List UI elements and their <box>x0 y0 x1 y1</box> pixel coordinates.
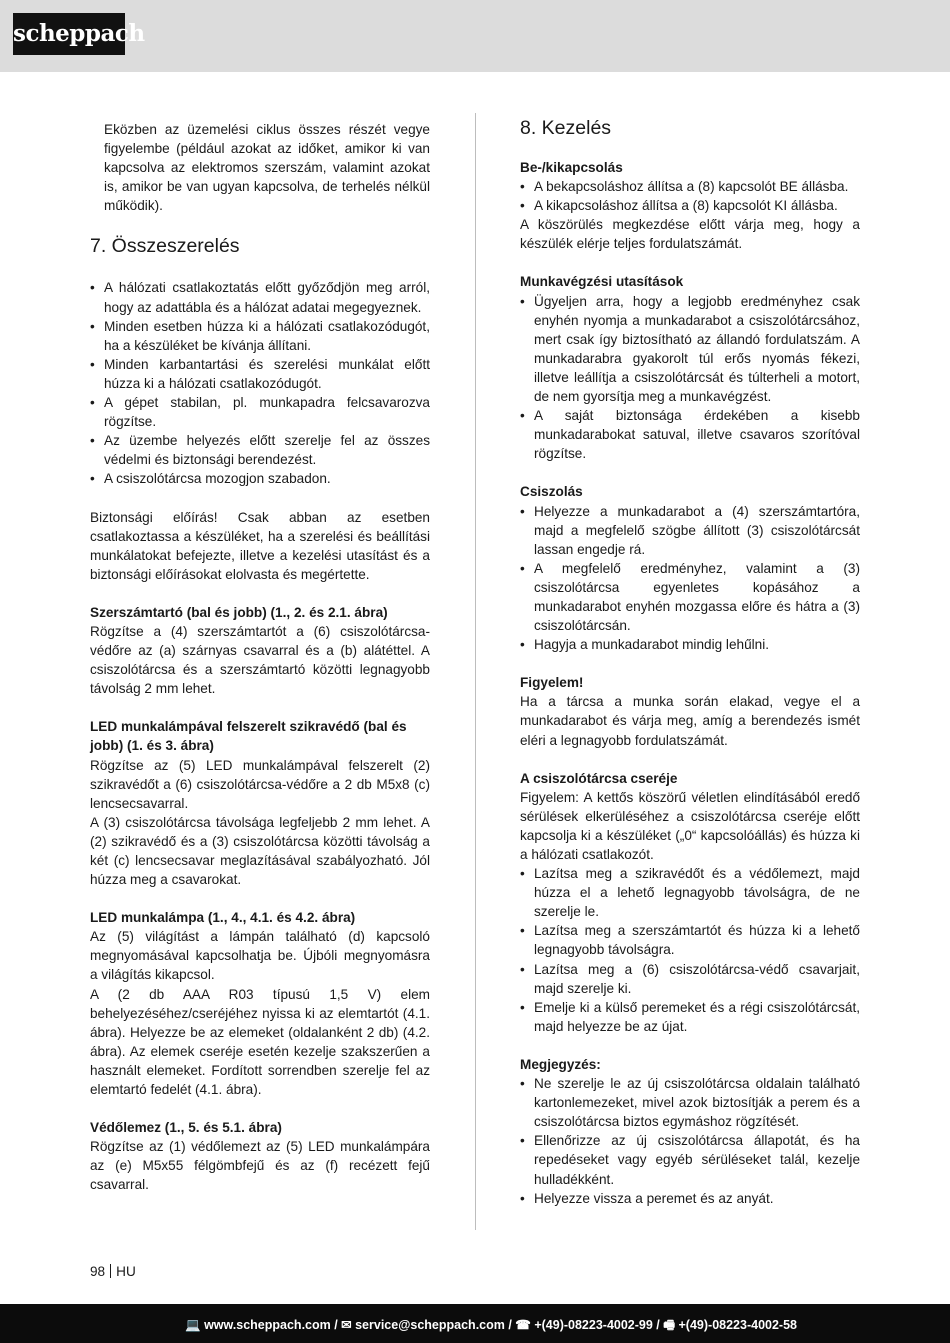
list-item: • A kikapcsoláshoz állítsa a (8) kapcsolót KI állásba. <box>520 196 860 215</box>
wheel-replacement-text: Figyelem: A kettős köszörű véletlen elindításából eredő sérülések elkerüléséhez a csiszolótárcsa cseréje előtt kapcsolja ki a készüléket („0“ kapcsolóállás) és húzza ki a hálózati csatlakozót. <box>520 789 860 862</box>
left-column <box>90 120 430 1195</box>
led-lamp-text-1: Az (5) világítást a lámpán található (d) kapcsoló megnyomásával kapcsolhatja be. Újbóli megnyomásra a világítás kikapcsol. <box>90 929 430 983</box>
note-list <box>520 1074 860 1208</box>
scheppach-logo: scheppach <box>13 13 125 55</box>
list-item: • Az üzembe helyezés előtt szerelje fel az összes védelmi és biztonsági berendezést. <box>90 431 430 469</box>
list-item: • A saját biztonsága érdekében a kisebb munkadarabokat satuval, illetve csavaros szorítóval rögzítse. <box>520 406 860 463</box>
list-item: • A csiszolótárcsa mozogjon szabadon. <box>90 469 430 488</box>
section-7-heading: 7. Összeszerelés <box>90 235 240 258</box>
led-lamp-heading: LED munkalámpa (1., 4., 4.1. és 4.2. ábra) <box>90 910 356 926</box>
spark-guard-heading: LED munkalámpával felszerelt szikravédő (bal és jobb) (1. és 3. ábra) <box>90 719 407 754</box>
safety-note: Biztonsági előírás! Csak abban az esetben csatlakoztassa a készüléket, ha a szerelési és beállítási munkálatokat befejezte, illetve a kezelési utasítást és a biztonsági előírásokat elolvasta és megértette. <box>90 509 430 582</box>
led-lamp-text-2: A (2 db AAA R03 típusú 1,5 V) elem behelyezéséhez/cseréjéhez nyissa ki az elemtartót (4.1. ábra). Helyezze be az elemeket (oldalanként 2 db) (4.2. ábra). Az elemek cseréje esetén kezelje szakszerűen a használt elemeket. Fordított sorrendben szerelje fel az elemtartó fedelét (4.1. ábra). <box>90 986 430 1098</box>
on-off-list <box>520 177 860 215</box>
list-item: • A megfelelő eredményhez, valamint a (3) csiszolótárcsa egyenletes kopásához a munkadarabot enyhén mozgassa előre és hátra a (3) csiszolótárcsán. <box>520 559 860 635</box>
assembly-list <box>90 278 430 488</box>
page-separator <box>110 1264 111 1278</box>
wheel-replacement-heading: A csiszolótárcsa cseréje <box>520 770 678 786</box>
work-instructions-heading: Munkavégzési utasítások <box>520 274 684 290</box>
section-8-heading: 8. Kezelés <box>520 117 612 139</box>
attention-heading: Figyelem! <box>520 675 584 691</box>
list-item: • Ügyeljen arra, hogy a legjobb eredményhez csak enyhén nyomja a munkadarabot a csiszolótárcsához, mert csak így biztosítható az állandó fordulatszám. A munkadarabra gyakorolt túl erős nyomás fékezi, illetve leállítja a csiszolótárcsát és túlterheli a motort, de nem gyorsítja meg a munkavégzést. <box>520 292 860 407</box>
tool-holder-text: Rögzítse a (4) szerszámtartót a (6) csiszolótárcsa-védőre az (a) szárnyas csavarral és a (b) alátéttel. A csiszolótárcsa és a szerszámtartó közötti legnagyobb távolság 2 mm lehet. <box>90 623 430 697</box>
language-code: HU <box>116 1264 136 1279</box>
column-divider <box>475 113 476 1230</box>
list-item: • A gépet stabilan, pl. munkapadra felcsavarozva rögzítse. <box>90 393 430 431</box>
list-item: • Helyezze a munkadarabot a (4) szerszámtartóra, majd a megfelelő szögbe állított (3) csiszolótárcsát lassan engedje rá. <box>520 502 860 559</box>
spark-guard-text-2: A (3) csiszolótárcsa távolsága legfeljebb 2 mm lehet. A (2) szikravédő és a (3) csiszolótárcsa közötti távolság a két (c) lencsecsavar meglazításával szabályozható. Jól húzza meg a csavarokat. <box>90 814 430 888</box>
grinding-list <box>520 502 860 655</box>
list-item: • Minden esetben húzza ki a hálózati csatlakozódugót, ha a készüléket be kívánja állítani. <box>90 317 430 355</box>
list-item: • A hálózati csatlakoztatás előtt győződjön meg arról, hogy az adattábla és a hálózat adatai megegyeznek. <box>90 278 430 316</box>
work-instructions-list <box>520 292 860 464</box>
contact-line: 💻 www.scheppach.com / ✉ service@scheppach.com / ☎ +(49)-08223-4002-99 / 🖷 +(49)-08223-4002-58 <box>185 1318 797 1332</box>
note-heading: Megjegyzés: <box>520 1056 601 1072</box>
list-item: • Helyezze vissza a peremet és az anyát. <box>520 1189 860 1208</box>
grinding-heading: Csiszolás <box>520 484 583 500</box>
list-item: • A bekapcsoláshoz állítsa a (8) kapcsolót BE állásba. <box>520 177 860 196</box>
page-header <box>0 0 950 72</box>
page-number-area <box>90 1264 136 1279</box>
right-column <box>520 116 860 1208</box>
list-item: • Lazítsa meg a szikravédőt és a védőlemezt, majd húzza el a lehető legnagyobb távolságra, de ne szerelje le. <box>520 864 860 921</box>
list-item: • Lazítsa meg a (6) csiszolótárcsa-védő csavarjait, majd szerelje ki. <box>520 960 860 998</box>
list-item: • Lazítsa meg a szerszámtartót és húzza ki a lehető legnagyobb távolságra. <box>520 921 860 959</box>
guard-plate-heading: Védőlemez (1., 5. és 5.1. ábra) <box>90 1120 282 1136</box>
guard-plate-text: Rögzítse az (1) védőlemezt az (5) LED munkalámpára az (e) M5x55 félgömbfejű és az (f) recézett fejű csavarral. <box>90 1139 430 1193</box>
spark-guard-text-1: Rögzítse az (5) LED munkalámpával felszerelt (2) szikravédőt a (6) csiszolótárcsa-védőre a 2 db M5x8 (c) lencsecsavarral. <box>90 757 430 811</box>
on-off-text: A köszörülés megkezdése előtt várja meg, hogy a készülék elérje teljes fordulatszámát. <box>520 217 860 252</box>
list-item: • Ellenőrizze az új csiszolótárcsa állapotát, és ha repedéseket vagy egyéb sérüléseket talál, kezelje hulladékként. <box>520 1131 860 1188</box>
wheel-replacement-list <box>520 864 860 1036</box>
attention-text: Ha a tárcsa a munka során elakad, vegye el a munkadarabot és várja meg, amíg a berendezés ismét eléri a legnagyobb fordulatszámát. <box>520 694 860 748</box>
page-number: 98 <box>90 1264 106 1279</box>
list-item: • Minden karbantartási és szerelési munkálat előtt húzza ki a hálózati csatlakozódugót. <box>90 355 430 393</box>
list-item: • Hagyja a munkadarabot mindig lehűlni. <box>520 635 860 654</box>
tool-holder-heading: Szerszámtartó (bal és jobb) (1., 2. és 2.1. ábra) <box>90 604 388 620</box>
on-off-heading: Be-/kikapcsolás <box>520 160 623 175</box>
contact-footer-bar <box>0 1304 950 1343</box>
intro-paragraph: Eközben az üzemelési ciklus összes részét vegye figyelembe (például azokat az időket, amikor ki van kapcsolva az elektromos szerszám, valamint azokat is, amikor be van ugyan kapcsolva, de terhelés nélkül működik). <box>104 122 430 214</box>
list-item: • Ne szerelje le az új csiszolótárcsa oldalain található kartonlemezeket, mivel azok biztosítják a perem és a csiszolótárcsa biztos egymáshoz rögzítését. <box>520 1074 860 1131</box>
list-item: • Emelje ki a külső peremeket és a régi csiszolótárcsát, majd helyezze be az újat. <box>520 998 860 1036</box>
